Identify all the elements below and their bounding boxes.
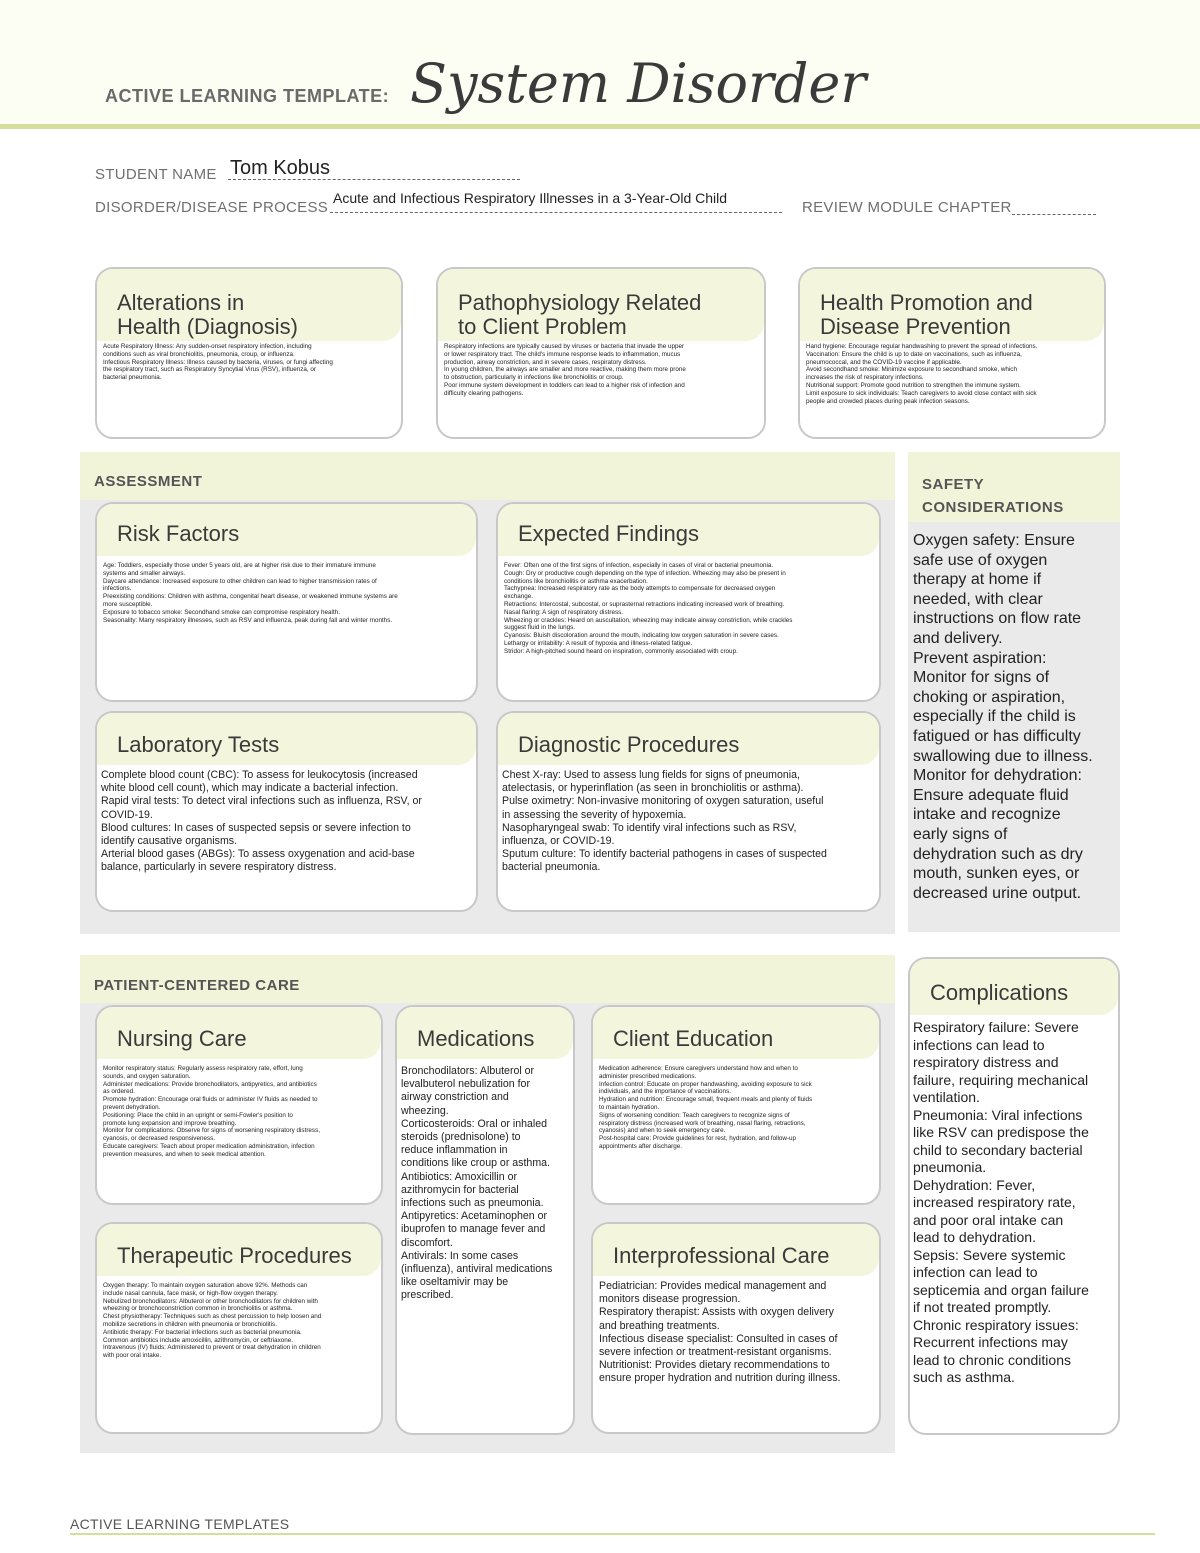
diagnostic-procedures-body: Chest X-ray: Used to assess lung fields for signs of pneumonia, atelectasis, or hyperinflation (as seen in bronchiolitis or asthma). Pulse oximetry: Non-invasive monitoring of oxygen saturation, useful in assessing the severity of hypoxemia. Nasopharyngeal swab: To identify viral infections such as RSV, influenza, or COVID-19. Sputum culture: To identify bacterial pathogens in cases of suspected bacterial pneumonia. xyxy=(502,769,827,874)
card-title: Risk Factors xyxy=(117,521,240,546)
laboratory-tests-body: Complete blood count (CBC): To assess for leukocytosis (increased white blood cell count), which may indicate a bacterial infection. Rapid viral tests: To detect viral infections such as influenza, RSV, or COVID-19. Blood cultures: In cases of suspected sepsis or severe infection to identify causative organisms. Arterial blood gases (ABGs): To assess oxygenation and acid-base balance, particularly in severe respiratory distress. xyxy=(101,769,422,874)
card-title: Expected Findings xyxy=(518,521,699,546)
diagnostic-procedures-card xyxy=(496,711,881,912)
card-title: Client Education xyxy=(613,1026,774,1051)
card-title: Alterations in Health (Diagnosis) xyxy=(117,290,298,339)
template-title: System Disorder xyxy=(410,52,867,115)
medications-card xyxy=(395,1005,575,1435)
chapter-field[interactable] xyxy=(1012,198,1096,215)
interprofessional-care-card xyxy=(591,1222,881,1434)
risk-factors-body: Age: Toddlers, especially those under 5 years old, are at higher risk due to their immature immune systems and smaller airways. Daycare attendance: Increased exposure to other children can lead to higher transmission rates of infections. Preexisting conditions: Children with asthma, congenital heart disease, or weakened immune systems are more susceptible. Exposure to tobacco smoke: Secondhand smoke can compromise respiratory health. Seasonality: Many respiratory illnesses, such as RSV and influenza, peak during fall and winter months. xyxy=(103,562,398,624)
student-name-label: STUDENT NAME xyxy=(95,166,217,183)
laboratory-tests-card xyxy=(95,711,478,912)
student-name-field[interactable] xyxy=(228,157,520,180)
header-rule xyxy=(0,124,1200,129)
nursing-care-body: Monitor respiratory status: Regularly assess respiratory rate, effort, lung sounds, and oxygen saturation. Administer medications: Provide bronchodilators, antipyretics, and antibiotics as ordered. Promote hydration: Encourage oral fluids or administer IV fluids as needed to prevent dehydration. Positioning: Place the child in an upright or semi-Fowler's position to promote lung expansion and improve breathing. Monitor for complications: Observe for signs of worsening respiratory distress, cyanosis, or decreased responsiveness. Educate caregivers: Teach about proper medication administration, infection prevention measures, and when to seek medical attention. xyxy=(103,1065,320,1158)
card-title: Therapeutic Procedures xyxy=(117,1243,352,1268)
health-promotion-card xyxy=(798,267,1106,439)
pathophysiology-body: Respiratory infections are typically caused by viruses or bacteria that invade the upper or lower respiratory tract. The child's immune response leads to inflammation, mucus production, airway constriction, and in severe cases, respiratory distress. In young children, the airways are smaller and more reactive, making them more prone to obstruction, particularly in infections like bronchiolitis or croup. Poor immune system development in toddlers can lead to a higher risk of infection and difficulty clearing pathogens. xyxy=(444,343,686,397)
card-title: Health Promotion and Disease Prevention xyxy=(820,290,1033,339)
complications-body: Respiratory failure: Severe infections can lead to respiratory distress and failure, requiring mechanical ventilation. Pneumonia: Viral infections like RSV can predispose the child to secondary bacterial pneumonia. Dehydration: Fever, increased respiratory rate, and poor oral intake can lead to dehydration. Sepsis: Severe systemic infection can lead to septicemia and organ failure if not treated promptly. Chronic respiratory issues: Recurrent infections may lead to chronic conditions such as asthma. xyxy=(913,1019,1089,1385)
safety-label: SAFETY CONSIDERATIONS xyxy=(922,476,1064,516)
assessment-label: ASSESSMENT xyxy=(94,473,203,490)
card-title: Diagnostic Procedures xyxy=(518,732,740,757)
client-education-card xyxy=(591,1005,881,1205)
alterations-card xyxy=(95,267,403,439)
expected-findings-body: Fever: Often one of the first signs of infection, especially in cases of viral or bacterial pneumonia. Cough: Dry or productive cough depending on the type of infection. Wheezing may also be present in conditions like bronchiolitis or asthma exacerbation. Tachypnea: Increased respiratory rate as the body attempts to compensate for decreased oxygen exchange. Retractions: Intercostal, subcostal, or suprasternal retractions indicating increased work of breathing. Nasal flaring: A sign of respiratory distress. Wheezing or crackles: Heard on auscultation, wheezing may indicate airway constriction, while crackles suggest fluid in the lungs. Cyanosis: Bluish discoloration around the mouth, indicating low oxygen saturation in severe cases. Lethargy or irritability: A result of hypoxia and illness-related fatigue. Stridor: A high-pitched sound heard on inspiration, commonly associated with croup. xyxy=(504,562,793,655)
patient-care-label: PATIENT-CENTERED CARE xyxy=(94,977,300,994)
disorder-value: Acute and Infectious Respiratory Illnesses in a 3-Year-Old Child xyxy=(333,190,728,206)
footer-label: ACTIVE LEARNING TEMPLATES xyxy=(70,1516,290,1532)
card-title: Laboratory Tests xyxy=(117,732,280,757)
pathophysiology-card xyxy=(436,267,766,439)
therapeutic-procedures-card xyxy=(95,1222,383,1434)
card-title: Interprofessional Care xyxy=(613,1243,830,1268)
card-title: Complications xyxy=(930,980,1069,1005)
card-title: Nursing Care xyxy=(117,1026,247,1051)
footer-rule xyxy=(70,1533,1155,1535)
complications-card xyxy=(908,957,1120,1435)
medications-body: Bronchodilators: Albuterol or levalbuterol nebulization for airway constriction and wheezing. Corticosteroids: Oral or inhaled steroids (prednisolone) to reduce inflammation in conditions like croup or asthma. Antibiotics: Amoxicillin or azithromycin for bacterial infections such as pneumonia. Antipyretics: Acetaminophen or ibuprofen to manage fever and discomfort. Antivirals: In some cases (influenza), antiviral medications like oseltamivir may be prescribed. xyxy=(401,1065,553,1302)
expected-findings-card xyxy=(496,502,881,702)
nursing-care-card xyxy=(95,1005,383,1205)
safety-body: Oxygen safety: Ensure safe use of oxygen therapy at home if needed, with clear instructions on flow rate and delivery. Prevent aspiration: Monitor for signs of choking or aspiration, especially if the child is fatigued or has difficulty swallowing due to illness. Monitor for dehydration: Ensure adequate fluid intake and recognize early signs of dehydration such as dry mouth, sunken eyes, or decreased urine output. xyxy=(913,532,1093,902)
interprofessional-care-body: Pediatrician: Provides medical management and monitors disease progression. Respiratory therapist: Assists with oxygen delivery and breathing treatments. Infectious disease specialist: Consulted in cases of severe infection or treatment-resistant organisms. Nutritionist: Provides dietary recommendations to ensure proper hydration and nutrition during illness. xyxy=(599,1280,841,1385)
disorder-label: DISORDER/DISEASE PROCESS xyxy=(95,199,329,216)
chapter-label: REVIEW MODULE CHAPTER xyxy=(802,199,1012,216)
student-name-value: Tom Kobus xyxy=(230,157,331,179)
alterations-body: Acute Respiratory Illness: Any sudden-onset respiratory infection, including conditions such as viral bronchiolitis, pneumonia, croup, or influenza. Infectious Respiratory Illness: Illness caused by bacteria, viruses, or fungi affecting the respiratory tract, such as Respiratory Syncytial Virus (RSV), influenza, or bacterial pneumonia. xyxy=(103,343,333,382)
card-title: Pathophysiology Related to Client Problem xyxy=(458,290,702,339)
therapeutic-procedures-body: Oxygen therapy: To maintain oxygen saturation above 92%. Methods can include nasal cannula, face mask, or high-flow oxygen therapy. Nebulized bronchodilators: Albuterol or other bronchodilators for children with wheezing or bronchoconstriction common in bronchiolitis or asthma. Chest physiotherapy: Techniques such as chest percussion to help loosen and mobilize secretions in children with pneumonia or bronchiolitis. Antibiotic therapy: For bacterial infections such as bacterial pneumonia. Common antibiotics include amoxicillin, azithromycin, or ceftriaxone. Intravenous (IV) fluids: Administered to prevent or treat dehydration in children with poor oral intake. xyxy=(103,1282,322,1360)
card-title: Medications xyxy=(417,1026,535,1051)
risk-factors-card xyxy=(95,502,478,702)
template-label: ACTIVE LEARNING TEMPLATE: xyxy=(105,86,390,106)
client-education-body: Medication adherence: Ensure caregivers understand how and when to administer prescribed medications. Infection control: Educate on proper handwashing, avoiding exposure to sick individuals, and the importance of vaccinations. Hydration and nutrition: Encourage small, frequent meals and plenty of fluids to maintain hydration. Signs of worsening condition: Teach caregivers to recognize signs of respiratory distress (increased work of breathing, nasal flaring, retractions, cyanosis) and when to seek emergency care. Post-hospital care: Provide guidelines for rest, hydration, and follow-up appointments after discharge. xyxy=(599,1065,813,1150)
health-promotion-body: Hand hygiene: Encourage regular handwashing to prevent the spread of infections. Vaccination: Ensure the child is up to date on vaccinations, such as influenza, pneumococcal, and the COVID-19 vaccine if applicable. Avoid secondhand smoke: Minimize exposure to secondhand smoke, which increases the risk of respiratory infections. Nutritional support: Promote good nutrition to strengthen the immune system. Limit exposure to sick individuals: Teach caregivers to avoid close contact with sick people and crowded places during peak infection seasons. xyxy=(806,343,1038,405)
disorder-field[interactable] xyxy=(330,190,782,213)
